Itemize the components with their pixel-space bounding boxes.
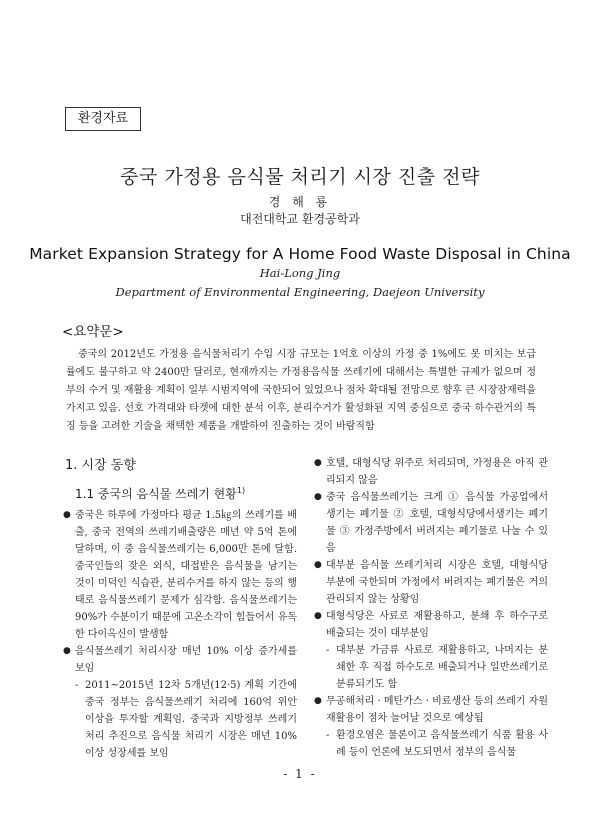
bullet-item [314, 557, 548, 608]
left-bullet-list [63, 507, 297, 762]
author-korean: 경 해 룡 [268, 195, 332, 209]
item-text: 2011~2015년 12차 5개년(12·5) 계획 기간에 중국 정부는 음식물쓰레기 처리에 160억 위안 이상을 투자할 계획임. 중국과 지방정부 쓰레기 처리 추진으로 음식물 처리기 시장은 매년 10% 이상 성장세를 보임 [85, 680, 297, 759]
bullet-mark: ● [314, 560, 322, 570]
dash-mark: - [326, 645, 330, 656]
right-bullet-list [314, 455, 548, 761]
right-column [314, 455, 548, 761]
category-tag: 환경자료 [65, 107, 141, 131]
subsection-title: 1.1 중국의 음식물 쓰레기 현황 [75, 487, 237, 501]
bullet-mark: ● [314, 458, 322, 468]
item-text: 중국은 하루에 가정마다 평균 1.5㎏의 쓰레기를 배출, 중국 전역의 쓰레기배출량은 매년 약 5억 톤에 달하며, 이 중 음식물쓰레기는 6,000만 톤에 달함. 중국인들의 잦은 외식, 대접받은 음식물을 남기는 것이 미덕인 식습관, 분리수거를 하지 않는 등의 행태로 음식물쓰레기 문제가 심각함. 음식물쓰레기는 90%가 수분이기 때문에 고온소각이 힘들어서 유독한 다이옥신이 발생함 [75, 510, 297, 640]
abstract-heading: <요약문> [62, 324, 124, 340]
bullet-mark: ● [314, 696, 322, 706]
affiliation-english: Department of Environmental Engineering, Daejeon University [115, 285, 485, 299]
title-english: Market Expansion Strategy for A Home Food Waste Disposal in China [29, 245, 571, 263]
item-text: 호텔, 대형식당 위주로 처리되며, 가정용은 아직 관리되지 않음 [326, 458, 548, 486]
bullet-item [314, 455, 548, 489]
dash-item [326, 727, 548, 761]
item-text: 대부분 가금류 사료로 재활용하고, 나머지는 분쇄한 후 직접 하수도로 배출되거나 일반쓰레기로 분류되기도 함 [336, 645, 548, 690]
affiliation-korean: 대전대학교 환경공학과 [240, 212, 360, 226]
dash-mark: - [326, 730, 330, 741]
dash-item [75, 677, 297, 762]
bullet-item [63, 507, 297, 643]
bullet-mark: ● [314, 492, 322, 502]
bullet-mark: ● [314, 611, 322, 621]
bullet-item [63, 643, 297, 677]
item-text: 음식물쓰레기 처리시장 매년 10% 이상 증가세를 보임 [75, 646, 297, 674]
subsection-heading [75, 482, 297, 503]
item-text: 대부분 음식물 쓰레기처리 시장은 호텔, 대형식당 부분에 국한되며 가정에서 버려지는 폐기물은 거의 관리되지 않는 상황임 [326, 560, 548, 605]
page-number: - 1 - [283, 767, 317, 781]
bullet-mark: ● [63, 510, 71, 520]
bullet-mark: ● [63, 646, 71, 656]
bullet-item [314, 489, 548, 557]
left-column [63, 455, 297, 762]
section-heading: 1. 시장 동향 [65, 458, 136, 473]
item-text: 중국 음식물쓰레기는 크게 ① 음식물 가공업에서 생기는 폐기물 ② 호텔, 대형식당에서생기는 폐기물 ③ 가정주방에서 버려지는 폐기물로 나눌 수 있음 [326, 492, 548, 554]
item-text: 무공해처리 · 메탄가스 · 비료생산 등의 쓰레기 자원 재활용이 점차 늘어날 것으로 예상됨 [326, 696, 548, 724]
bullet-item [314, 693, 548, 727]
dash-mark: - [75, 680, 79, 691]
dash-item [326, 642, 548, 693]
item-text: 대형식당은 사료로 재활용하고, 분쇄 후 하수구로 배출되는 것이 대부분임 [326, 611, 548, 639]
author-english: Hai-Long Jing [259, 266, 341, 280]
title-korean: 중국 가정용 음식물 처리기 시장 진출 전략 [120, 166, 480, 188]
footnote-marker: 1) [236, 486, 246, 495]
abstract-text: 중국의 2012년도 가정용 음식물처리기 수입 시장 규모는 1억호 이상의 가정 중 1%에도 못 미치는 보급률에도 불구하고 약 2400만 달러로, 현재까지는 가정용음식물 쓰레기에 대해서는 특별한 규제가 없으며 정부의 수거 및 재활용 계획이 일부 시범지역에 국한되어 있었으나 점차 확대될 전망으로 향후 큰 시장잠재력을 가지고 있음. 선호 가격대와 타겟에 대한 분석 이후, 분리수거가 활성화된 지역 중심으로 중국 하수관거의 특징 등을 고려한 기술을 채택한 제품을 개발하여 진출하는 것이 바람직함 [66, 349, 536, 432]
bullet-item [314, 608, 548, 642]
item-text: 환경오염은 물론이고 음식물쓰레기 식품 활용 사례 등이 언론에 보도되면서 정부의 음식물 [336, 730, 548, 758]
